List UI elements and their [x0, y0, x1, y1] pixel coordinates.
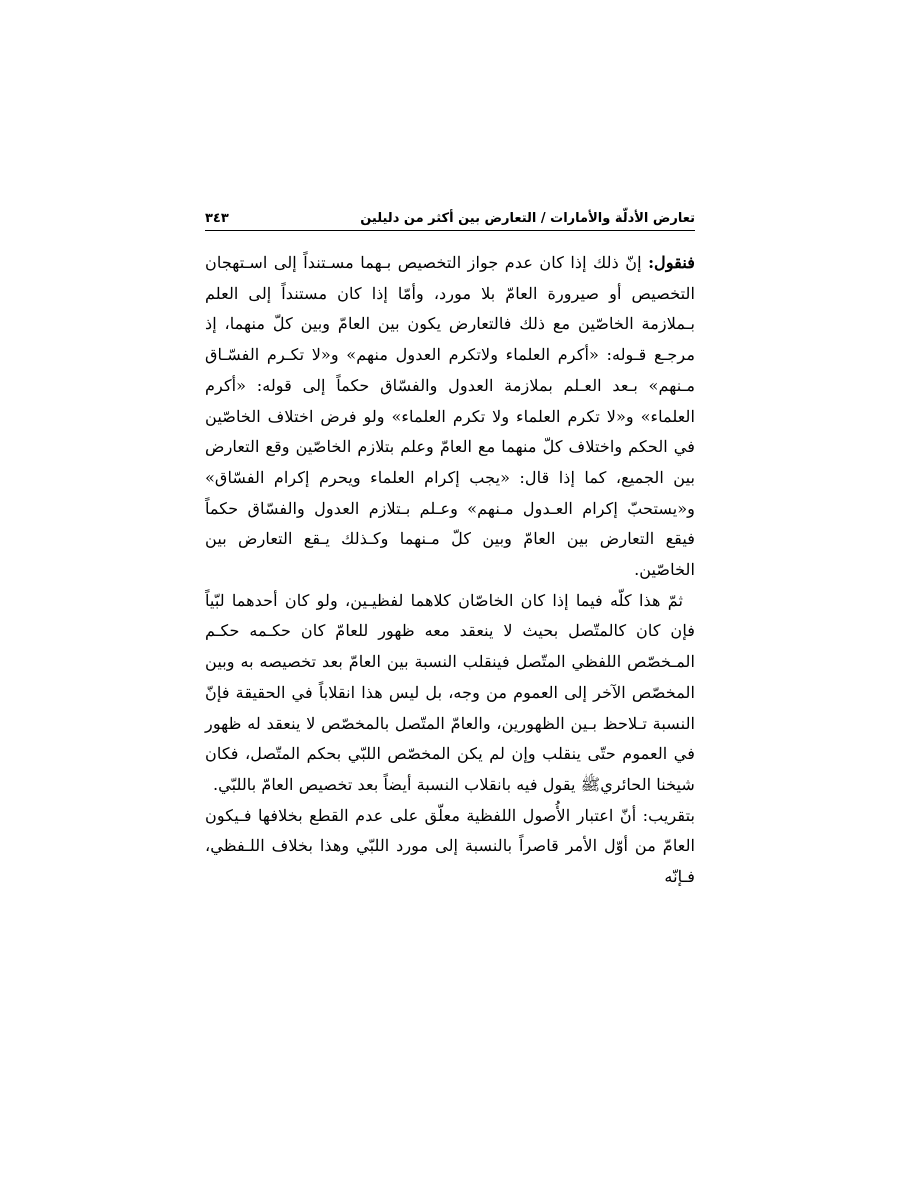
paragraph-2: ثمّ هذا كلّه فيما إذا كان الخاصّان كلاهما لفظيـين، ولو كان أحدهما لبّياً فإن كان كالمتّصل بحيث لا ينعقد معه ظهور للعامّ كان حكـمه حكـم المـخصّص اللفظي المتّصل فينقلب النسبة بين العامّ بعد تخصيصه به وبين المخصّص الآخر إلى العموم من وجه، بل ليس هذا انقلاباً في الحقيقة فإنّ النسبة تـلاحظ بـين الظهورين، والعامّ المتّصل بالمخصّص لا ينعقد له ظهور في العموم حتّى ينقلب وإن لم يكن المخصّص اللبّي بحكم المتّصل، فكان شيخنا الحائريﷺ يقول فيه بانقلاب النسبة أيضاً بعد تخصيص العامّ باللبّي.: [205, 590, 695, 794]
paragraph-1: [205, 248, 695, 586]
paragraph-1-text: إنّ ذلك إذا كان عدم جواز التخصيص بـهما مسـتنداً إلى اسـتهجان التخصيص أو صيرورة العامّ بلا مورد، وأمّا إذا كان مستنداً إلى العلم بـملازمة الخاصّين مع ذلك فالتعارض يكون بين العامّ وبين كلّ منهما، إذ مرجـع قـوله: «أكرم العلماء ولاتكرم العدول منهم» و«لا تكـرم الفسّـاق مـنهم» بـعد العـلم بملازمة العدول والفسّاق حكماً إلى قوله: «أكرم العلماء» و«لا تكرم العلماء ولا تكرم العلماء» ولو فرض اختلاف الخاصّين في الحكم واختلاف كلّ منهما مع العامّ وعلم بتلازم الخاصّين وقع التعارض بين الجميع، كما إذا قال: «يجب إكرام العلماء ويحرم إكرام الفسّاق» و«يستحبّ إكرام العـدول مـنهم» وعـلم بـتلازم العدول والفسّاق حكماً فيقع التعارض بين العامّ وبين كلّ مـنهما وكـذلك يـقع التعارض بين الخاصّين.: [205, 253, 695, 580]
paragraph-3: بتقريب: أنّ اعتبار الأُصول اللفظية معلّق على عدم القطع بخلافها فـيكون العامّ من أوّل الأمر قاصراً بالنسبة إلى مورد اللبّي وهذا بخلاف اللـفظي، فـإنّه: [205, 805, 695, 887]
paragraph-1-lead: فنقول:: [648, 253, 695, 272]
page-header: [205, 203, 695, 229]
header-divider: [205, 230, 695, 231]
page-number: ٣٤٣: [205, 211, 229, 226]
page-body: [205, 248, 695, 893]
running-title: تعارض الأدلّة والأمارات / التعارض بين أكثر من دليلين: [360, 211, 695, 226]
